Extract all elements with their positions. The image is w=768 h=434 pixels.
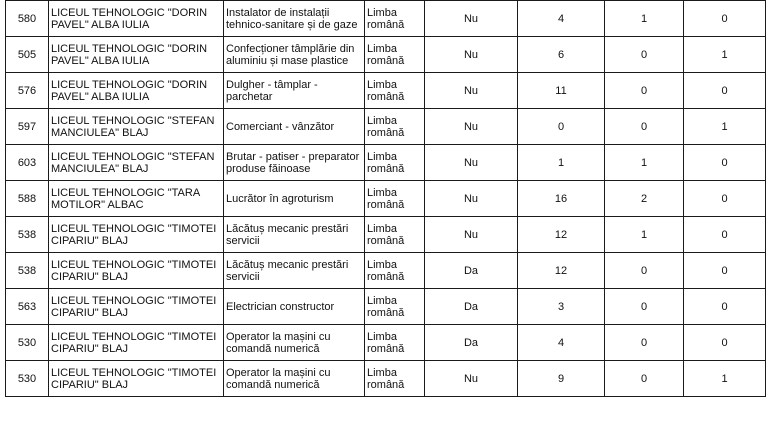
cell-code: 530 <box>6 361 49 397</box>
cell-code: 603 <box>6 145 49 181</box>
cell-n2: 1 <box>605 1 684 37</box>
table-row <box>6 289 766 325</box>
cell-school: LICEUL TEHNOLOGIC "DORIN PAVEL" ALBA IULIA <box>49 73 224 109</box>
cell-flag: Da <box>425 253 518 289</box>
table-row <box>6 73 766 109</box>
cell-flag: Nu <box>425 109 518 145</box>
cell-n3: 1 <box>684 109 766 145</box>
cell-flag: Nu <box>425 361 518 397</box>
cell-code: 563 <box>6 289 49 325</box>
cell-flag: Da <box>425 325 518 361</box>
cell-qualification: Operator la mașini cu comandă numerică <box>224 361 365 397</box>
cell-language: Limba română <box>365 109 425 145</box>
cell-n3: 0 <box>684 253 766 289</box>
cell-n3: 1 <box>684 37 766 73</box>
cell-school: LICEUL TEHNOLOGIC "DORIN PAVEL" ALBA IULIA <box>49 1 224 37</box>
table-row <box>6 109 766 145</box>
cell-flag: Nu <box>425 1 518 37</box>
cell-n2: 2 <box>605 181 684 217</box>
cell-code: 505 <box>6 37 49 73</box>
table-row <box>6 217 766 253</box>
cell-n2: 0 <box>605 325 684 361</box>
cell-qualification: Lucrător în agroturism <box>224 181 365 217</box>
cell-qualification: Confecționer tâmplărie din aluminiu și mase plastice <box>224 37 365 73</box>
cell-flag: Nu <box>425 217 518 253</box>
cell-code: 588 <box>6 181 49 217</box>
cell-code: 580 <box>6 1 49 37</box>
cell-language: Limba română <box>365 253 425 289</box>
cell-language: Limba română <box>365 325 425 361</box>
table-row <box>6 361 766 397</box>
cell-n1: 6 <box>518 37 605 73</box>
cell-n1: 1 <box>518 145 605 181</box>
cell-n2: 1 <box>605 145 684 181</box>
cell-language: Limba română <box>365 289 425 325</box>
cell-qualification: Lăcătuș mecanic prestări servicii <box>224 253 365 289</box>
cell-school: LICEUL TEHNOLOGIC "STEFAN MANCIULEA" BLAJ <box>49 145 224 181</box>
cell-n1: 3 <box>518 289 605 325</box>
cell-flag: Nu <box>425 145 518 181</box>
cell-n2: 0 <box>605 109 684 145</box>
cell-qualification: Brutar - patiser - preparator produse făinoase <box>224 145 365 181</box>
cell-code: 538 <box>6 217 49 253</box>
table-row <box>6 145 766 181</box>
cell-school: LICEUL TEHNOLOGIC "TARA MOTILOR" ALBAC <box>49 181 224 217</box>
cell-n2: 1 <box>605 217 684 253</box>
cell-n3: 0 <box>684 1 766 37</box>
cell-school: LICEUL TEHNOLOGIC "TIMOTEI CIPARIU" BLAJ <box>49 253 224 289</box>
table-row <box>6 37 766 73</box>
cell-n2: 0 <box>605 361 684 397</box>
cell-n1: 4 <box>518 325 605 361</box>
cell-n1: 11 <box>518 73 605 109</box>
cell-n3: 0 <box>684 217 766 253</box>
cell-school: LICEUL TEHNOLOGIC "TIMOTEI CIPARIU" BLAJ <box>49 325 224 361</box>
cell-n1: 12 <box>518 217 605 253</box>
cell-language: Limba română <box>365 1 425 37</box>
cell-n2: 0 <box>605 73 684 109</box>
cell-school: LICEUL TEHNOLOGIC "STEFAN MANCIULEA" BLAJ <box>49 109 224 145</box>
cell-flag: Nu <box>425 37 518 73</box>
cell-n3: 0 <box>684 145 766 181</box>
table-row <box>6 1 766 37</box>
cell-language: Limba română <box>365 181 425 217</box>
cell-qualification: Dulgher - tâmplar - parchetar <box>224 73 365 109</box>
cell-language: Limba română <box>365 217 425 253</box>
cell-code: 597 <box>6 109 49 145</box>
cell-qualification: Comerciant - vânzător <box>224 109 365 145</box>
cell-flag: Nu <box>425 73 518 109</box>
cell-school: LICEUL TEHNOLOGIC "TIMOTEI CIPARIU" BLAJ <box>49 361 224 397</box>
table-row <box>6 181 766 217</box>
cell-n2: 0 <box>605 37 684 73</box>
cell-n3: 0 <box>684 73 766 109</box>
cell-n2: 0 <box>605 253 684 289</box>
cell-n1: 0 <box>518 109 605 145</box>
cell-n1: 9 <box>518 361 605 397</box>
cell-n3: 0 <box>684 325 766 361</box>
cell-flag: Nu <box>425 181 518 217</box>
cell-n2: 0 <box>605 289 684 325</box>
cell-qualification: Electrician constructor <box>224 289 365 325</box>
cell-language: Limba română <box>365 145 425 181</box>
cell-language: Limba română <box>365 361 425 397</box>
cell-language: Limba română <box>365 37 425 73</box>
table-row <box>6 325 766 361</box>
cell-school: LICEUL TEHNOLOGIC "TIMOTEI CIPARIU" BLAJ <box>49 217 224 253</box>
cell-n3: 1 <box>684 361 766 397</box>
cell-code: 538 <box>6 253 49 289</box>
cell-n3: 0 <box>684 181 766 217</box>
cell-school: LICEUL TEHNOLOGIC "TIMOTEI CIPARIU" BLAJ <box>49 289 224 325</box>
cell-n1: 12 <box>518 253 605 289</box>
cell-n3: 0 <box>684 289 766 325</box>
cell-qualification: Instalator de instalații tehnico-sanitare și de gaze <box>224 1 365 37</box>
cell-language: Limba română <box>365 73 425 109</box>
table-body <box>6 1 766 397</box>
cell-n1: 4 <box>518 1 605 37</box>
table-row <box>6 253 766 289</box>
cell-school: LICEUL TEHNOLOGIC "DORIN PAVEL" ALBA IULIA <box>49 37 224 73</box>
cell-qualification: Operator la mașini cu comandă numerică <box>224 325 365 361</box>
cell-code: 576 <box>6 73 49 109</box>
admission-table <box>5 0 766 397</box>
cell-flag: Da <box>425 289 518 325</box>
cell-qualification: Lăcătuș mecanic prestări servicii <box>224 217 365 253</box>
cell-code: 530 <box>6 325 49 361</box>
cell-n1: 16 <box>518 181 605 217</box>
